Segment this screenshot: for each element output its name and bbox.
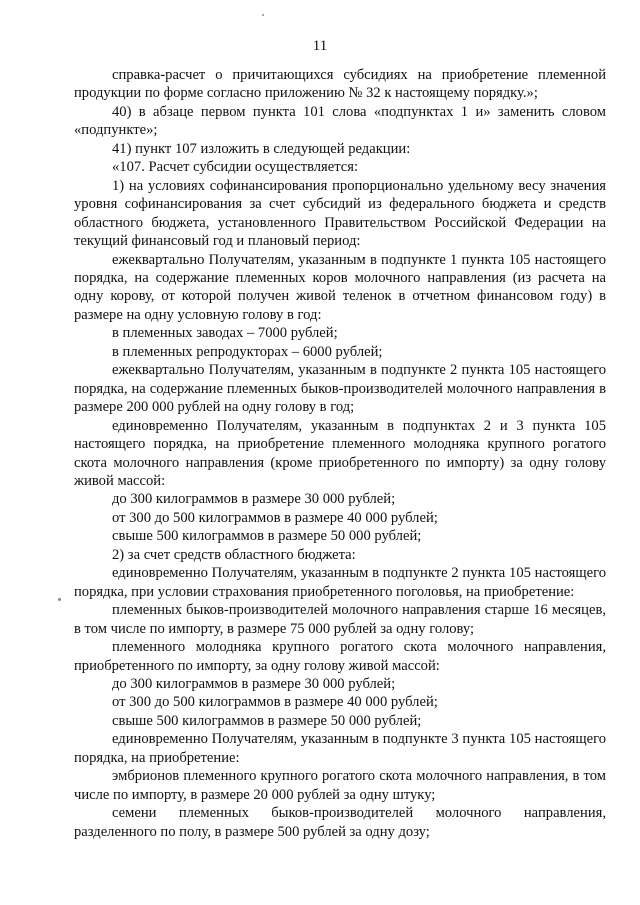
paragraph: 2) за счет средств областного бюджета:: [112, 546, 356, 563]
paragraph: 40) в абзаце первом пункта 101 слова «подпунктах 1 и» заменить словом «подпункте»;: [74, 103, 606, 139]
paragraph: эмбрионов племенного крупного рогатого скота молочного направления, в том числе по импорту, в размере 20 000 рублей за одну штуку;: [74, 768, 606, 803]
paragraph: свыше 500 килограммов в размере 50 000 рублей;: [112, 528, 422, 545]
paragraph: единовременно Получателям, указанным в подпункте 3 пункта 105 настоящего порядка, на приобретение:: [74, 731, 606, 766]
paragraph: ежеквартально Получателям, указанным в подпункте 2 пункта 105 настоящего порядка, на содержание племенных быков-производителей молочного направления в размере 200 000 рублей на одну голову в год;: [74, 362, 606, 416]
paragraph: «107. Расчет субсидии осуществляется:: [112, 159, 359, 176]
paragraph: от 300 до 500 килограммов в размере 40 000 рублей;: [112, 509, 438, 526]
paragraph: племенных быков-производителей молочного направления старше 16 месяцев, в том числе по импорту, в размере 75 000 рублей за одну голову;: [74, 602, 606, 637]
paragraph: 1) на условиях софинансирования пропорционально удельному весу значения уровня софинансирования за счет субсидий из федерального бюджета и средств областного бюджета, установленного Правительством Российской Федерации на текущий финансовый год и плановый период:: [74, 177, 606, 250]
paragraph: до 300 килограммов в размере 30 000 рублей;: [112, 675, 396, 692]
paragraph: свыше 500 килограммов в размере 50 000 рублей;: [112, 712, 422, 729]
paragraph: ежеквартально Получателям, указанным в подпункте 1 пункта 105 настоящего порядка, на содержание племенных коров молочного направления (из расчета на одну корову, от которой получен живой теленок в отчетном финансовом году) в размере на одну условную голову в год:: [74, 251, 606, 323]
paragraph: до 300 килограммов в размере 30 000 рублей;: [112, 491, 396, 508]
paragraph: в племенных репродукторах – 6000 рублей;: [112, 343, 383, 360]
paragraph: единовременно Получателям, указанным в подпунктах 2 и 3 пункта 105 настоящего порядка, на приобретение племенного молодняка крупного рогатого скота молочного направления (кроме приобретенного по импорту) за одну голову живой массой:: [74, 417, 606, 489]
paragraph: 41) пункт 107 изложить в следующей редакции:: [112, 140, 411, 157]
scan-speck: [58, 598, 61, 601]
paragraph: племенного молодняка крупного рогатого скота молочного направления, приобретенного по импорту, за одну голову живой массой:: [74, 639, 606, 674]
paragraph: семени племенных быков-производителей молочного направления, разделенного по полу, в размере 500 рублей за одну дозу;: [74, 805, 606, 840]
paragraph: единовременно Получателям, указанным в подпункте 2 пункта 105 настоящего порядка, при условии страхования приобретенного поголовья, на приобретение:: [74, 565, 606, 600]
scan-speck: [262, 14, 264, 16]
paragraph: от 300 до 500 килограммов в размере 40 000 рублей;: [112, 694, 438, 711]
document-body: [74, 66, 606, 841]
page-number: 11: [312, 38, 328, 54]
paragraph: справка-расчет о причитающихся субсидиях на приобретение племенной продукции по форме согласно приложению № 32 к настоящему порядку.»;: [74, 67, 606, 102]
paragraph: в племенных заводах – 7000 рублей;: [112, 325, 338, 342]
